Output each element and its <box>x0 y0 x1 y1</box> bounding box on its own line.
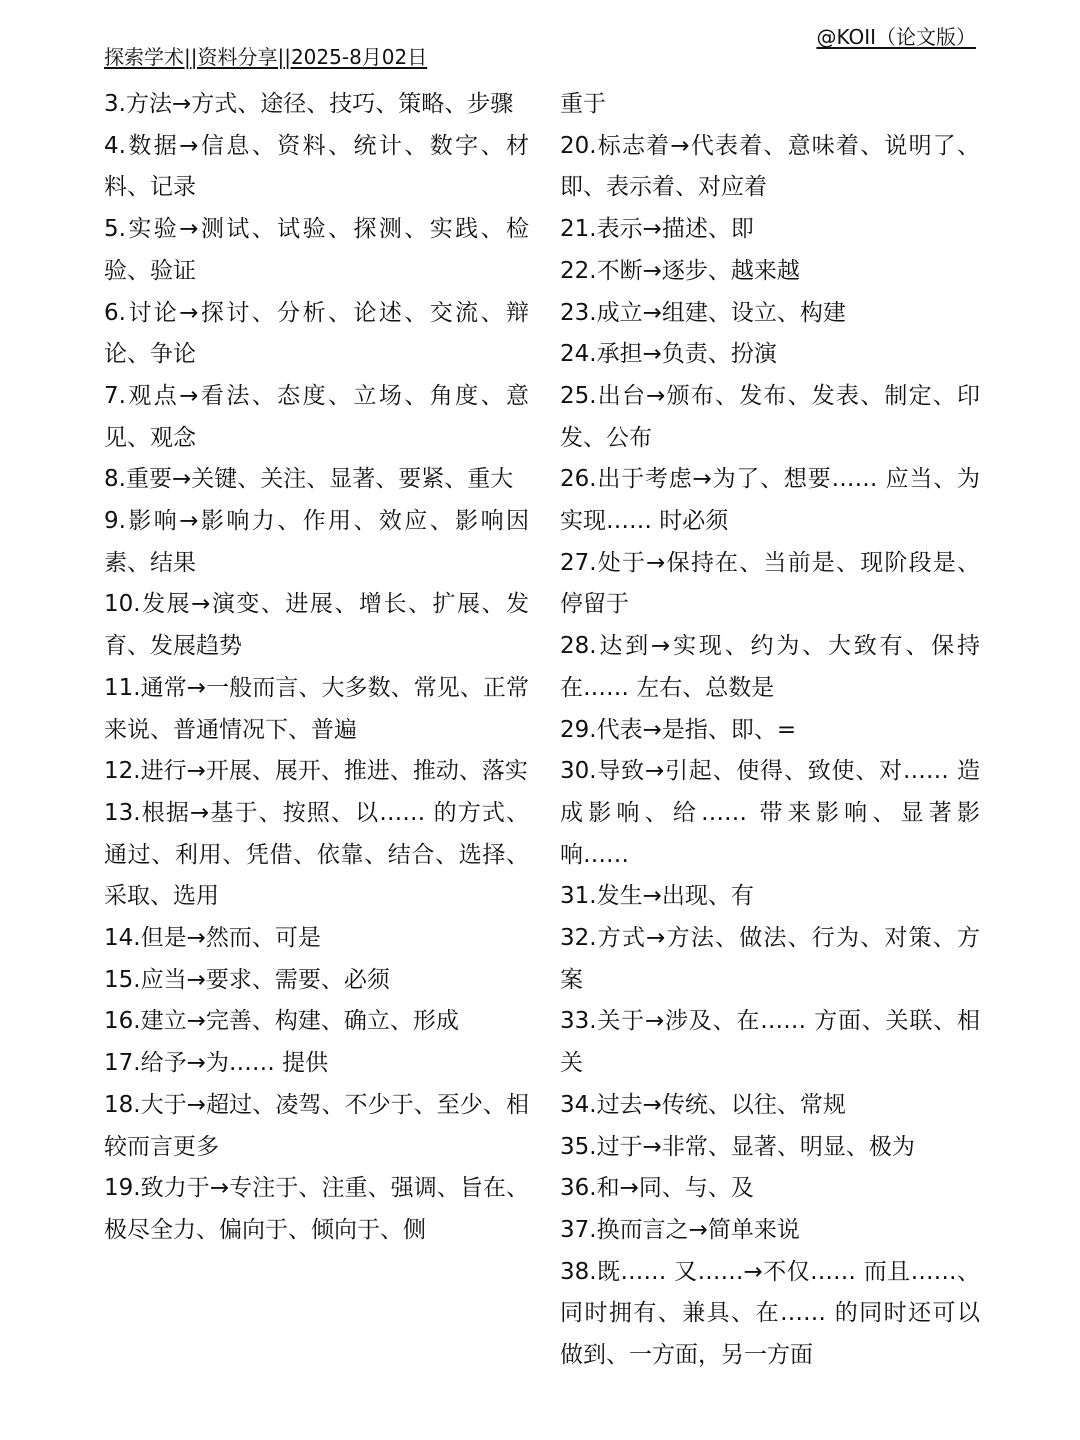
entry-19-continued: 重于 <box>560 91 606 117</box>
entry-13: 13.根据→基于、按照、以…… 的方式、通过、利用、凭借、依靠、结合、选择、采取、选用 <box>104 799 529 910</box>
author-tag: @KOII（论文版） <box>816 25 976 49</box>
entry-15: 15.应当→要求、需要、必须 <box>104 966 390 993</box>
entry-34: 34.过去→传统、以往、常规 <box>560 1091 846 1118</box>
entry-8: 8.重要→关键、关注、显著、要紧、重大 <box>104 466 514 493</box>
entry-23: 23.成立→组建、设立、构建 <box>560 299 846 326</box>
entry-36: 36.和→同、与、及 <box>560 1175 754 1202</box>
entry-37: 37.换而言之→简单来说 <box>560 1216 800 1243</box>
entry-29: 29.代表→是指、即、= <box>560 716 797 743</box>
entry-33: 33.关于→涉及、在…… 方面、关联、相关 <box>560 1008 980 1077</box>
entry-10: 10.发展→演变、进展、增长、扩展、发育、发展趋势 <box>104 591 529 660</box>
entry-25: 25.出台→颁布、发布、发表、制定、印发、公布 <box>560 382 980 451</box>
entry-5: 5.实验→测试、试验、探测、实践、检验、验证 <box>104 216 529 284</box>
entry-22: 22.不断→逐步、越来越 <box>560 257 800 284</box>
entry-26: 26.出于考虑→为了、想要…… 应当、为实现…… 时必须 <box>560 466 980 535</box>
entry-9: 9.影响→影响力、作用、效应、影响因素、结果 <box>104 508 529 576</box>
entry-7: 7.观点→看法、态度、立场、角度、意见、观念 <box>104 382 529 451</box>
entry-14: 14.但是→然而、可是 <box>104 925 321 952</box>
entry-35: 35.过于→非常、显著、明显、极为 <box>560 1133 915 1160</box>
entry-6: 6.讨论→探讨、分析、论述、交流、辩论、争论 <box>104 299 529 368</box>
entry-4: 4.数据→信息、资料、统计、数字、材料、记录 <box>104 132 529 201</box>
entry-24: 24.承担→负责、扮演 <box>560 341 777 368</box>
entry-11: 11.通常→一般而言、大多数、常见、正常来说、普通情况下、普遍 <box>104 674 529 743</box>
right-column <box>560 84 980 1377</box>
entry-32: 32.方式→方法、做法、行为、对策、方案 <box>560 925 980 993</box>
entry-20: 20.标志着→代表着、意味着、说明了、即、表示着、对应着 <box>560 132 980 201</box>
entry-27: 27.处于→保持在、当前是、现阶段是、停留于 <box>560 549 980 618</box>
entry-16: 16.建立→完善、构建、确立、形成 <box>104 1008 459 1035</box>
entry-3: 3.方法→方式、途径、技巧、策略、步骤 <box>104 91 514 117</box>
entry-12: 12.进行→开展、展开、推进、推动、落实 <box>104 758 528 785</box>
entry-31: 31.发生→出现、有 <box>560 883 754 910</box>
left-column <box>104 84 529 1252</box>
entry-38: 38.既…… 又……→不仅…… 而且……、同时拥有、兼具、在…… 的同时还可以做到、一方面，另一方面 <box>560 1258 980 1369</box>
entry-30: 30.导致→引起、使得、致使、对…… 造成影响、给…… 带来影响、显著影响…… <box>560 758 980 868</box>
page-header: 探索学术||资料分享||2025-8月02日 <box>104 45 428 69</box>
entry-21: 21.表示→描述、即 <box>560 216 754 243</box>
entry-18: 18.大于→超过、凌驾、不少于、至少、相较而言更多 <box>104 1091 529 1160</box>
entry-28: 28.达到→实现、约为、大致有、保持在…… 左右、总数是 <box>560 633 980 701</box>
entry-17: 17.给予→为…… 提供 <box>104 1050 329 1077</box>
entry-19: 19.致力于→专注于、注重、强调、旨在、极尽全力、偏向于、倾向于、侧 <box>104 1175 529 1243</box>
